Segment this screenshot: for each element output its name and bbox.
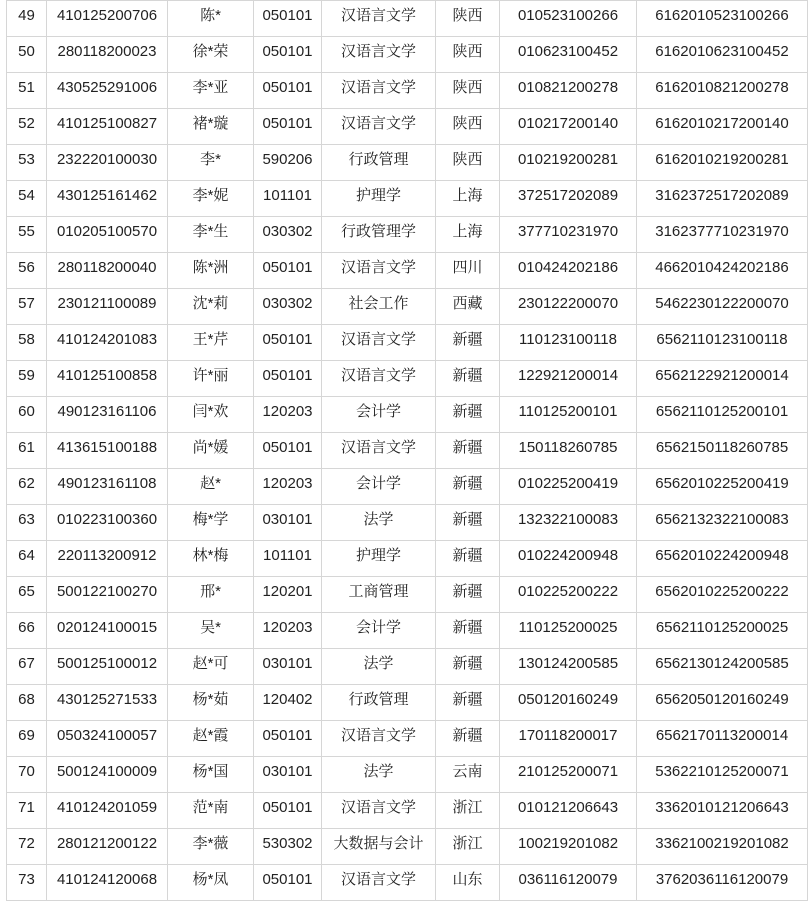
cell-sequence-number: 52	[7, 109, 47, 145]
cell-student-id: 410124120068	[47, 865, 168, 901]
cell-province: 新疆	[436, 397, 500, 433]
table-row	[7, 829, 808, 865]
cell-student-name: 李*生	[168, 217, 254, 253]
cell-student-id: 410125100858	[47, 361, 168, 397]
cell-student-name: 沈*莉	[168, 289, 254, 325]
cell-admission-number: 6562110125200101	[637, 397, 808, 433]
cell-student-name: 范*南	[168, 793, 254, 829]
cell-province: 上海	[436, 217, 500, 253]
cell-major-code: 120402	[254, 685, 322, 721]
cell-major-code: 030101	[254, 649, 322, 685]
cell-exam-number: 010225200222	[500, 577, 637, 613]
cell-sequence-number: 72	[7, 829, 47, 865]
cell-major-code: 590206	[254, 145, 322, 181]
cell-sequence-number: 56	[7, 253, 47, 289]
cell-student-id: 490123161108	[47, 469, 168, 505]
cell-admission-number: 6162010821200278	[637, 73, 808, 109]
cell-admission-number: 6562130124200585	[637, 649, 808, 685]
cell-student-id: 490123161106	[47, 397, 168, 433]
cell-major-name: 汉语言文学	[322, 253, 436, 289]
cell-major-name: 会计学	[322, 469, 436, 505]
cell-major-name: 法学	[322, 757, 436, 793]
table-row	[7, 469, 808, 505]
cell-sequence-number: 57	[7, 289, 47, 325]
cell-student-name: 赵*可	[168, 649, 254, 685]
cell-student-name: 李*薇	[168, 829, 254, 865]
cell-admission-number: 6562010224200948	[637, 541, 808, 577]
cell-sequence-number: 62	[7, 469, 47, 505]
cell-major-code: 030101	[254, 757, 322, 793]
cell-major-name: 行政管理学	[322, 217, 436, 253]
cell-province: 西藏	[436, 289, 500, 325]
cell-student-name: 李*亚	[168, 73, 254, 109]
cell-student-id: 230121100089	[47, 289, 168, 325]
cell-student-id: 410124201083	[47, 325, 168, 361]
cell-student-id: 020124100015	[47, 613, 168, 649]
cell-student-id: 280118200040	[47, 253, 168, 289]
cell-major-name: 汉语言文学	[322, 325, 436, 361]
cell-province: 新疆	[436, 649, 500, 685]
cell-student-name: 杨*凤	[168, 865, 254, 901]
cell-sequence-number: 67	[7, 649, 47, 685]
cell-major-name: 汉语言文学	[322, 793, 436, 829]
cell-major-name: 护理学	[322, 181, 436, 217]
cell-major-code: 530302	[254, 829, 322, 865]
cell-exam-number: 010121206643	[500, 793, 637, 829]
cell-major-name: 会计学	[322, 397, 436, 433]
cell-province: 陕西	[436, 1, 500, 37]
cell-student-id: 500125100012	[47, 649, 168, 685]
table-row	[7, 757, 808, 793]
cell-sequence-number: 73	[7, 865, 47, 901]
admission-roster-table	[6, 0, 808, 901]
table-row	[7, 73, 808, 109]
cell-exam-number: 230122200070	[500, 289, 637, 325]
cell-student-name: 李*妮	[168, 181, 254, 217]
cell-exam-number: 010821200278	[500, 73, 637, 109]
cell-major-name: 汉语言文学	[322, 361, 436, 397]
cell-major-code: 120203	[254, 397, 322, 433]
cell-major-name: 汉语言文学	[322, 433, 436, 469]
cell-exam-number: 110125200101	[500, 397, 637, 433]
cell-admission-number: 6562050120160249	[637, 685, 808, 721]
cell-major-name: 汉语言文学	[322, 865, 436, 901]
cell-province: 新疆	[436, 721, 500, 757]
table-row	[7, 397, 808, 433]
cell-student-id: 500122100270	[47, 577, 168, 613]
cell-major-name: 行政管理	[322, 685, 436, 721]
cell-major-name: 社会工作	[322, 289, 436, 325]
cell-major-code: 050101	[254, 361, 322, 397]
cell-student-name: 赵*霞	[168, 721, 254, 757]
cell-exam-number: 010523100266	[500, 1, 637, 37]
cell-student-id: 410124201059	[47, 793, 168, 829]
cell-sequence-number: 64	[7, 541, 47, 577]
cell-exam-number: 010219200281	[500, 145, 637, 181]
cell-province: 陕西	[436, 109, 500, 145]
cell-admission-number: 5362210125200071	[637, 757, 808, 793]
cell-exam-number: 110123100118	[500, 325, 637, 361]
table-row	[7, 505, 808, 541]
table-row	[7, 37, 808, 73]
table-row	[7, 325, 808, 361]
cell-sequence-number: 71	[7, 793, 47, 829]
cell-admission-number: 6562122921200014	[637, 361, 808, 397]
cell-sequence-number: 68	[7, 685, 47, 721]
cell-major-name: 汉语言文学	[322, 37, 436, 73]
cell-admission-number: 3362100219201082	[637, 829, 808, 865]
cell-major-code: 030101	[254, 505, 322, 541]
cell-exam-number: 010225200419	[500, 469, 637, 505]
cell-exam-number: 110125200025	[500, 613, 637, 649]
cell-sequence-number: 60	[7, 397, 47, 433]
cell-exam-number: 050120160249	[500, 685, 637, 721]
cell-exam-number: 150118260785	[500, 433, 637, 469]
cell-admission-number: 3762036116120079	[637, 865, 808, 901]
cell-sequence-number: 49	[7, 1, 47, 37]
cell-student-id: 413615100188	[47, 433, 168, 469]
table-row	[7, 1, 808, 37]
cell-exam-number: 130124200585	[500, 649, 637, 685]
cell-student-id: 410125100827	[47, 109, 168, 145]
cell-sequence-number: 69	[7, 721, 47, 757]
cell-admission-number: 6562110125200025	[637, 613, 808, 649]
cell-province: 新疆	[436, 433, 500, 469]
cell-major-name: 护理学	[322, 541, 436, 577]
cell-major-code: 030302	[254, 289, 322, 325]
cell-province: 陕西	[436, 37, 500, 73]
cell-student-id: 430125161462	[47, 181, 168, 217]
cell-student-name: 林*梅	[168, 541, 254, 577]
cell-major-code: 050101	[254, 793, 322, 829]
cell-student-name: 杨*国	[168, 757, 254, 793]
cell-major-code: 050101	[254, 109, 322, 145]
cell-student-id: 010223100360	[47, 505, 168, 541]
cell-student-id: 050324100057	[47, 721, 168, 757]
cell-admission-number: 6162010219200281	[637, 145, 808, 181]
cell-province: 新疆	[436, 505, 500, 541]
cell-admission-number: 6562150118260785	[637, 433, 808, 469]
cell-major-name: 汉语言文学	[322, 73, 436, 109]
cell-sequence-number: 61	[7, 433, 47, 469]
table-row	[7, 361, 808, 397]
cell-exam-number: 010217200140	[500, 109, 637, 145]
cell-exam-number: 010224200948	[500, 541, 637, 577]
cell-exam-number: 132322100083	[500, 505, 637, 541]
cell-exam-number: 010424202186	[500, 253, 637, 289]
cell-province: 云南	[436, 757, 500, 793]
cell-exam-number: 377710231970	[500, 217, 637, 253]
cell-province: 新疆	[436, 613, 500, 649]
cell-major-name: 行政管理	[322, 145, 436, 181]
cell-student-name: 梅*学	[168, 505, 254, 541]
cell-major-name: 大数据与会计	[322, 829, 436, 865]
cell-province: 新疆	[436, 577, 500, 613]
cell-student-name: 邢*	[168, 577, 254, 613]
cell-major-code: 120203	[254, 613, 322, 649]
cell-student-id: 220113200912	[47, 541, 168, 577]
table-row	[7, 289, 808, 325]
cell-admission-number: 6162010623100452	[637, 37, 808, 73]
cell-admission-number: 6562110123100118	[637, 325, 808, 361]
cell-admission-number: 6162010217200140	[637, 109, 808, 145]
cell-province: 新疆	[436, 469, 500, 505]
cell-student-name: 许*丽	[168, 361, 254, 397]
cell-admission-number: 3162372517202089	[637, 181, 808, 217]
cell-admission-number: 4662010424202186	[637, 253, 808, 289]
cell-major-code: 050101	[254, 1, 322, 37]
cell-student-id: 430525291006	[47, 73, 168, 109]
table-row	[7, 253, 808, 289]
cell-major-code: 101101	[254, 181, 322, 217]
cell-admission-number: 5462230122200070	[637, 289, 808, 325]
cell-sequence-number: 59	[7, 361, 47, 397]
cell-admission-number: 6562010225200222	[637, 577, 808, 613]
cell-admission-number: 3162377710231970	[637, 217, 808, 253]
cell-major-code: 050101	[254, 73, 322, 109]
table-row	[7, 865, 808, 901]
cell-student-name: 杨*茹	[168, 685, 254, 721]
cell-province: 浙江	[436, 793, 500, 829]
cell-major-name: 法学	[322, 505, 436, 541]
cell-admission-number: 6562170113200014	[637, 721, 808, 757]
cell-sequence-number: 53	[7, 145, 47, 181]
cell-province: 陕西	[436, 145, 500, 181]
cell-admission-number: 6562010225200419	[637, 469, 808, 505]
cell-student-id: 430125271533	[47, 685, 168, 721]
cell-sequence-number: 65	[7, 577, 47, 613]
cell-student-name: 闫*欢	[168, 397, 254, 433]
roster-body	[7, 1, 808, 901]
cell-admission-number: 6562132322100083	[637, 505, 808, 541]
cell-exam-number: 122921200014	[500, 361, 637, 397]
cell-sequence-number: 50	[7, 37, 47, 73]
table-row	[7, 181, 808, 217]
cell-province: 四川	[436, 253, 500, 289]
cell-major-code: 050101	[254, 721, 322, 757]
cell-student-name: 尚*媛	[168, 433, 254, 469]
cell-exam-number: 036116120079	[500, 865, 637, 901]
table-row	[7, 577, 808, 613]
cell-student-id: 410125200706	[47, 1, 168, 37]
cell-student-name: 李*	[168, 145, 254, 181]
cell-major-code: 030302	[254, 217, 322, 253]
cell-exam-number: 010623100452	[500, 37, 637, 73]
cell-sequence-number: 70	[7, 757, 47, 793]
cell-major-code: 050101	[254, 253, 322, 289]
table-row	[7, 217, 808, 253]
table-row	[7, 793, 808, 829]
cell-major-code: 050101	[254, 37, 322, 73]
table-row	[7, 145, 808, 181]
cell-major-name: 汉语言文学	[322, 721, 436, 757]
cell-exam-number: 100219201082	[500, 829, 637, 865]
cell-exam-number: 210125200071	[500, 757, 637, 793]
cell-major-name: 汉语言文学	[322, 1, 436, 37]
cell-sequence-number: 51	[7, 73, 47, 109]
cell-student-name: 褚*璇	[168, 109, 254, 145]
cell-student-id: 280121200122	[47, 829, 168, 865]
cell-province: 新疆	[436, 361, 500, 397]
cell-student-name: 赵*	[168, 469, 254, 505]
cell-province: 上海	[436, 181, 500, 217]
cell-major-code: 050101	[254, 433, 322, 469]
cell-student-id: 232220100030	[47, 145, 168, 181]
cell-province: 新疆	[436, 325, 500, 361]
cell-major-name: 汉语言文学	[322, 109, 436, 145]
cell-sequence-number: 55	[7, 217, 47, 253]
cell-major-name: 会计学	[322, 613, 436, 649]
cell-sequence-number: 63	[7, 505, 47, 541]
table-row	[7, 685, 808, 721]
cell-province: 新疆	[436, 685, 500, 721]
cell-major-code: 050101	[254, 865, 322, 901]
cell-student-id: 500124100009	[47, 757, 168, 793]
cell-province: 陕西	[436, 73, 500, 109]
cell-major-code: 120201	[254, 577, 322, 613]
cell-major-name: 工商管理	[322, 577, 436, 613]
table-row	[7, 109, 808, 145]
cell-sequence-number: 66	[7, 613, 47, 649]
cell-student-name: 王*芹	[168, 325, 254, 361]
cell-admission-number: 6162010523100266	[637, 1, 808, 37]
cell-exam-number: 170118200017	[500, 721, 637, 757]
cell-province: 浙江	[436, 829, 500, 865]
cell-student-name: 陈*	[168, 1, 254, 37]
cell-major-code: 050101	[254, 325, 322, 361]
cell-sequence-number: 54	[7, 181, 47, 217]
table-row	[7, 541, 808, 577]
cell-student-id: 280118200023	[47, 37, 168, 73]
cell-sequence-number: 58	[7, 325, 47, 361]
cell-exam-number: 372517202089	[500, 181, 637, 217]
cell-province: 山东	[436, 865, 500, 901]
cell-student-id: 010205100570	[47, 217, 168, 253]
cell-province: 新疆	[436, 541, 500, 577]
cell-major-code: 120203	[254, 469, 322, 505]
cell-student-name: 徐*荣	[168, 37, 254, 73]
cell-major-code: 101101	[254, 541, 322, 577]
table-row	[7, 433, 808, 469]
cell-student-name: 吴*	[168, 613, 254, 649]
cell-admission-number: 3362010121206643	[637, 793, 808, 829]
table-row	[7, 613, 808, 649]
cell-major-name: 法学	[322, 649, 436, 685]
table-row	[7, 649, 808, 685]
cell-student-name: 陈*洲	[168, 253, 254, 289]
table-row	[7, 721, 808, 757]
